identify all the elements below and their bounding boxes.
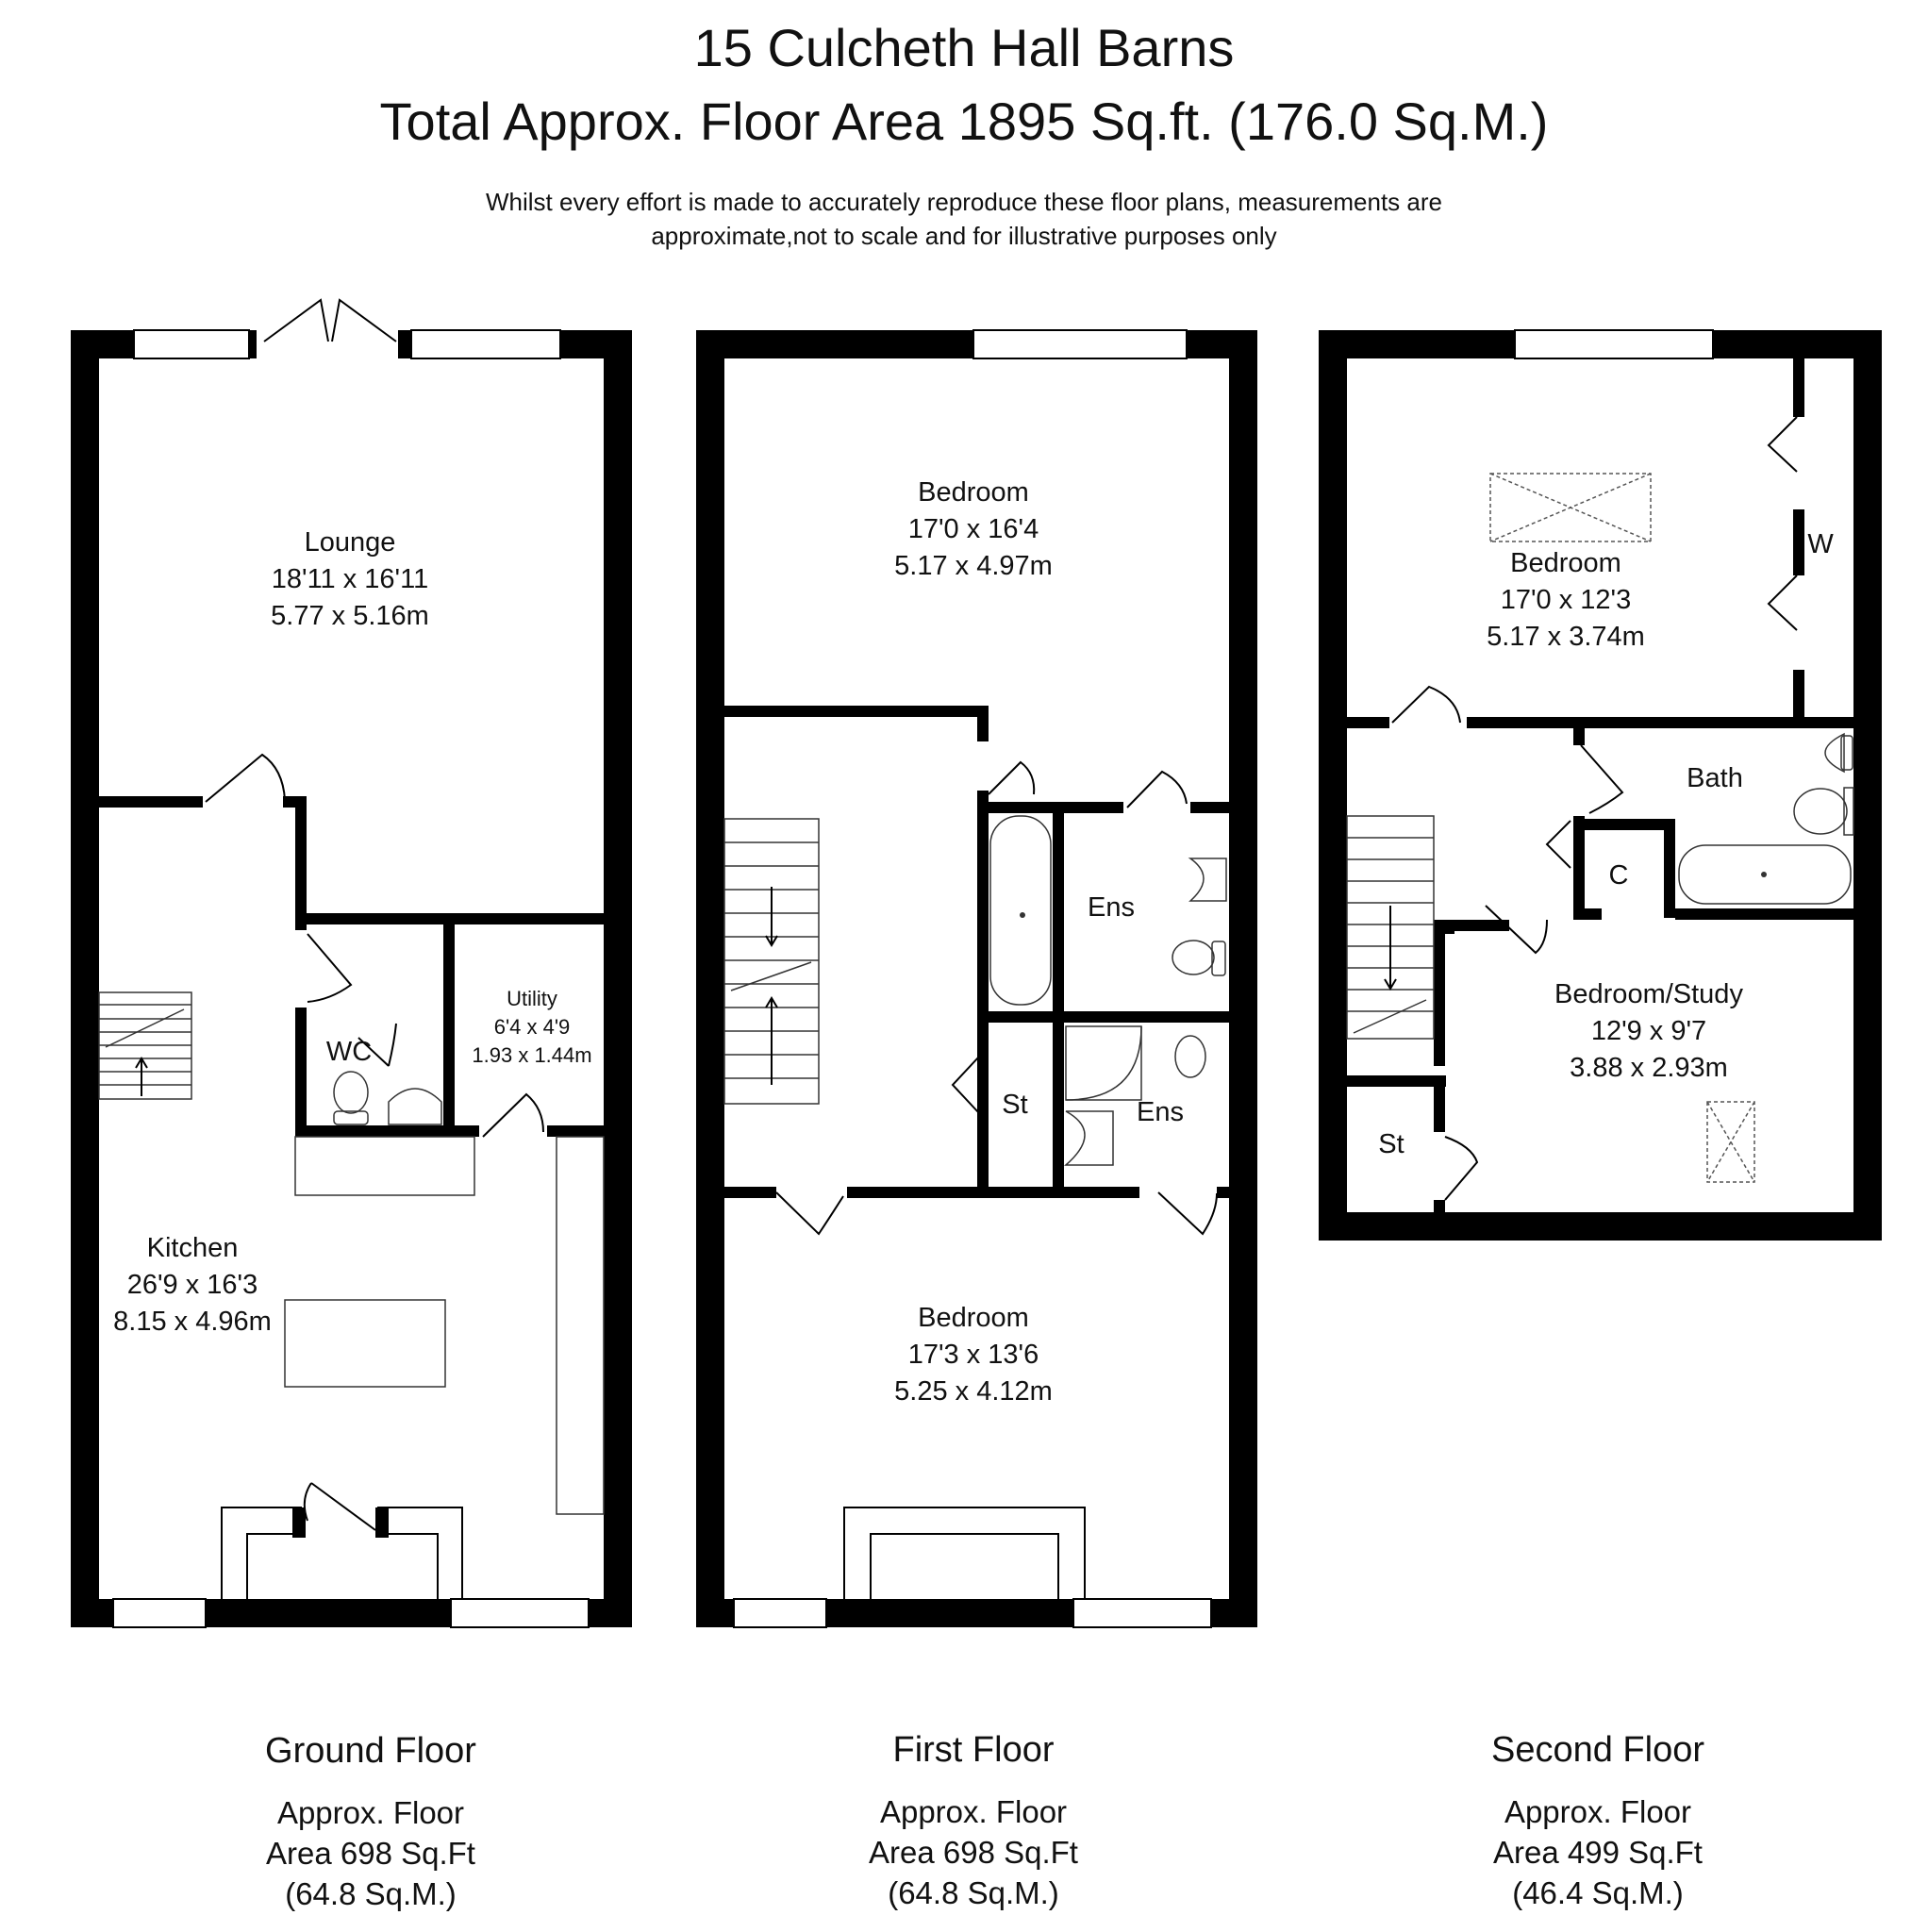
floor-label-ground [265, 1731, 476, 1914]
room-imperial: 17'3 x 13'6 [907, 1340, 1039, 1370]
room-imperial: 26'9 x 16'3 [126, 1270, 258, 1300]
disclaimer-line-2: approximate,not to scale and for illustrative purposes only [651, 222, 1277, 250]
window [113, 1599, 206, 1627]
window [734, 1599, 826, 1627]
room-name: St [1378, 1129, 1404, 1159]
room-label-wc [326, 1034, 372, 1071]
window [973, 330, 1187, 358]
room-label-bath [1687, 760, 1743, 797]
room-label-cupboard [1609, 858, 1629, 894]
room-imperial: 17'0 x 16'4 [907, 514, 1039, 544]
kitchen-island [285, 1300, 445, 1387]
room-imperial: 6'4 x 4'9 [493, 1015, 571, 1039]
room-label-wardrobe [1807, 526, 1833, 563]
room-name: Bedroom [918, 477, 1029, 508]
floor-name: Second Floor [1490, 1730, 1705, 1770]
room-metric: 1.93 x 1.44m [472, 1043, 592, 1067]
room-label-bedroom-2 [894, 1300, 1053, 1410]
window [451, 1599, 589, 1627]
room-metric: 5.25 x 4.12m [894, 1376, 1053, 1407]
room-name: St [1002, 1090, 1028, 1120]
room-name: Bath [1687, 763, 1743, 793]
floor-name: Ground Floor [265, 1731, 476, 1771]
room-metric: 8.15 x 4.96m [113, 1307, 272, 1337]
room-label-bedroom-1 [894, 475, 1053, 585]
second-floor-plan [1319, 330, 1882, 1241]
ground-floor-plan [71, 300, 632, 1627]
floor-area-line: (64.8 Sq.M.) [888, 1875, 1059, 1910]
room-label-store [1378, 1126, 1404, 1163]
room-label-utility [472, 985, 591, 1070]
window [134, 330, 249, 358]
floor-area-line: Area 698 Sq.Ft [869, 1835, 1078, 1870]
room-imperial: 18'11 x 16'11 [271, 564, 429, 594]
window [1073, 1599, 1211, 1627]
window [411, 330, 560, 358]
room-metric: 3.88 x 2.93m [1570, 1053, 1728, 1083]
floor-area-line: Area 499 Sq.Ft [1493, 1835, 1703, 1870]
room-imperial: 12'9 x 9'7 [1590, 1016, 1707, 1046]
room-name: Bedroom [1510, 548, 1621, 578]
room-name: Utility [507, 987, 557, 1010]
floor-label-first [869, 1730, 1078, 1913]
total-area: Total Approx. Floor Area 1895 Sq.ft. (176.0 Sq.M.) [379, 92, 1549, 151]
room-label-kitchen [113, 1230, 272, 1341]
window [1515, 330, 1713, 358]
room-name: C [1608, 860, 1629, 891]
floor-area-line: Approx. Floor [879, 1794, 1068, 1829]
property-title: 15 Culcheth Hall Barns [693, 18, 1235, 77]
room-label-bedroom-study [1554, 976, 1743, 1087]
floor-area-line: Approx. Floor [276, 1795, 465, 1830]
floor-name: First Floor [892, 1730, 1055, 1770]
room-metric: 5.17 x 4.97m [894, 551, 1053, 581]
floor-area-line: (46.4 Sq.M.) [1512, 1875, 1684, 1910]
room-name: Bedroom [918, 1303, 1029, 1333]
room-label-store [1002, 1087, 1027, 1124]
room-metric: 5.17 x 3.74m [1487, 622, 1645, 652]
floor-area-line: Approx. Floor [1504, 1794, 1692, 1829]
room-name: Bedroom/Study [1554, 979, 1743, 1009]
room-name: W [1807, 529, 1834, 559]
room-label-ensuite-1 [1088, 890, 1135, 926]
room-name: Ens [1088, 892, 1135, 923]
room-imperial: 17'0 x 12'3 [1500, 585, 1632, 615]
room-name: Kitchen [146, 1233, 239, 1263]
room-label-lounge [271, 525, 429, 635]
room-label-ensuite-2 [1137, 1094, 1184, 1131]
floor-area-line: Area 698 Sq.Ft [266, 1836, 475, 1871]
room-metric: 5.77 x 5.16m [271, 601, 429, 631]
room-name: Ens [1137, 1097, 1184, 1127]
room-name: Lounge [304, 527, 396, 558]
floor-area-line: (64.8 Sq.M.) [285, 1876, 457, 1911]
floor-label-second [1491, 1730, 1704, 1913]
room-name: WC [325, 1037, 373, 1067]
room-label-bedroom-3 [1487, 545, 1645, 656]
disclaimer-line-1: Whilst every effort is made to accurately reproduce these floor plans, measurements are [486, 188, 1442, 216]
